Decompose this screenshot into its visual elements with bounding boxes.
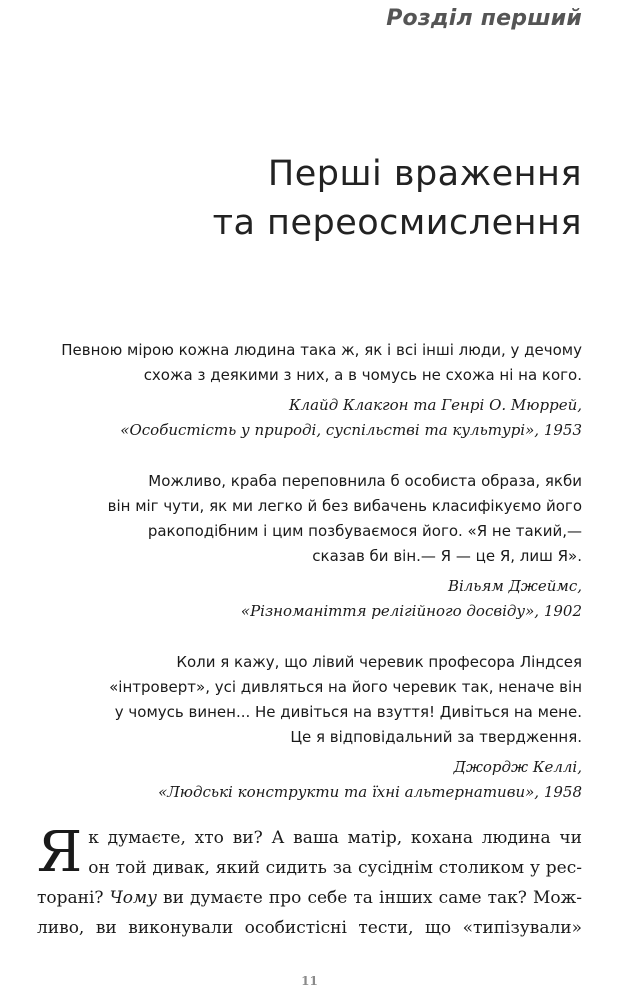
page-number: 11 bbox=[301, 974, 318, 988]
quote-line: Це я відповідальний за твердження. bbox=[290, 728, 582, 746]
epigraph-quote bbox=[32, 650, 582, 750]
epigraph-attribution bbox=[32, 574, 582, 624]
epigraph bbox=[32, 469, 582, 624]
attribution-line: «Особистість у природі, суспільстві та культурі», 1953 bbox=[120, 421, 582, 439]
epigraph-quote bbox=[32, 469, 582, 569]
epigraph bbox=[32, 650, 582, 805]
quote-line: Певною мірою кожна людина така ж, як і всі інші люди, у дечому bbox=[61, 341, 582, 359]
chapter-title bbox=[22, 150, 582, 248]
body-text-run: торані? bbox=[37, 888, 110, 908]
attribution-line: «Людські конструкти та їхні альтернативи», 1958 bbox=[158, 783, 582, 801]
quote-line: «інтроверт», усі дивляться на його черевик так, неначе він bbox=[109, 678, 582, 696]
drop-cap: Я bbox=[37, 820, 83, 885]
epigraph-attribution bbox=[32, 755, 582, 805]
body-text bbox=[37, 820, 582, 943]
epigraph-quote bbox=[32, 338, 582, 388]
epigraph-attribution bbox=[32, 393, 582, 443]
body-text-run: ви думаєте про себе та інших саме так? Мож- bbox=[156, 888, 582, 908]
chapter-title-line: Перші враження bbox=[267, 154, 582, 194]
attribution-line: Джордж Келлі, bbox=[453, 758, 582, 776]
body-line: он той дивак, який сидить за сусіднім столиком у рес- bbox=[88, 858, 582, 878]
quote-line: Можливо, краба переповнила б особиста образа, якби bbox=[148, 472, 582, 490]
section-label: Розділ перший bbox=[386, 6, 582, 31]
body-line: ливо, ви виконували особистісні тести, що «типізували» bbox=[37, 918, 582, 938]
quote-line: він міг чути, як ми легко й без вибачень класифікуємо його bbox=[107, 497, 582, 515]
attribution-line: «Різноманіття релігійного досвіду», 1902 bbox=[240, 602, 582, 620]
attribution-line: Вільям Джеймс, bbox=[447, 577, 582, 595]
chapter-title-line: та переосмислення bbox=[212, 203, 582, 243]
quote-line: ракоподібним і цим позбуваємося його. «Я не такий,— bbox=[147, 522, 582, 540]
emphasis-word: Чому bbox=[109, 888, 157, 908]
attribution-line: Клайд Клакгон та Генрі О. Мюррей, bbox=[288, 396, 582, 414]
quote-line: Коли я кажу, що лівий черевик професора Ліндсея bbox=[176, 653, 582, 671]
quote-line: схожа з деякими з них, а в чомусь не схожа ні на кого. bbox=[143, 366, 582, 384]
quote-line: у чомусь винен... Не дивіться на взуття! Дивіться на мене. bbox=[114, 703, 582, 721]
body-line bbox=[37, 883, 582, 913]
quote-line: сказав би він.— Я — це Я, лиш Я». bbox=[312, 547, 582, 565]
body-line: к думаєте, хто ви? А ваша матір, кохана людина чи bbox=[88, 828, 582, 848]
epigraphs bbox=[32, 338, 582, 831]
epigraph bbox=[32, 338, 582, 443]
